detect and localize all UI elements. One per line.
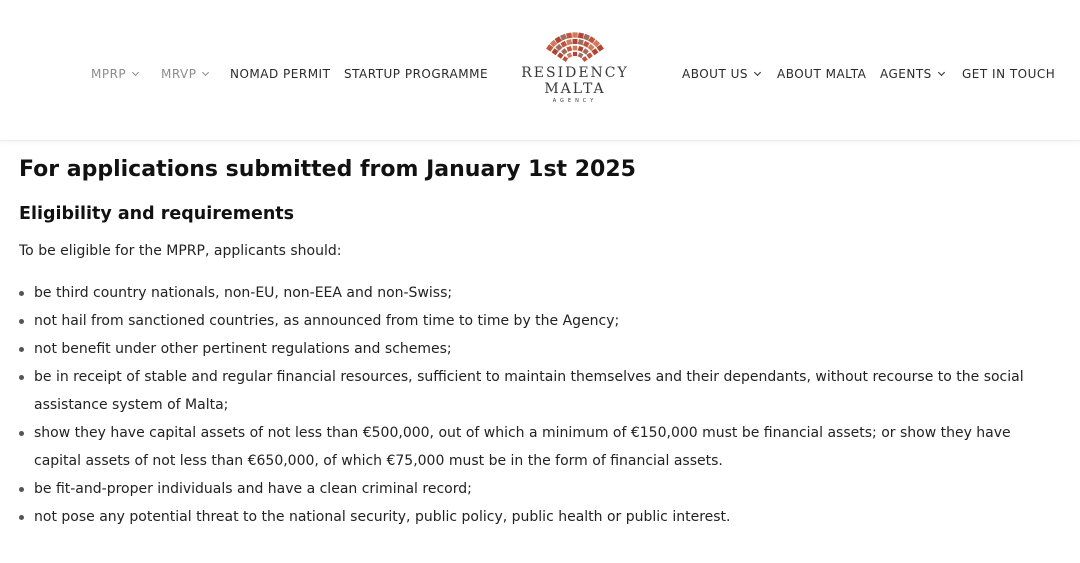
residency-malta-logo[interactable] bbox=[510, 28, 640, 118]
nav-item-mrvp[interactable] bbox=[161, 66, 208, 82]
nav-item-nomad-permit[interactable] bbox=[230, 66, 330, 82]
list-item: be third country nationals, non-EU, non-EEA and non-Swiss; bbox=[19, 279, 1059, 307]
logo-text-residency: RESIDENCY bbox=[521, 65, 629, 81]
nav-item-mprp[interactable] bbox=[91, 66, 138, 82]
section-heading: Eligibility and requirements bbox=[19, 204, 295, 224]
logo-tile bbox=[572, 32, 577, 37]
logo-tile bbox=[573, 46, 578, 51]
logo-tile bbox=[578, 32, 584, 38]
logo-tile bbox=[573, 52, 577, 56]
logo-tile bbox=[582, 48, 588, 54]
list-item: not pose any potential threat to the national security, public policy, public health or public interest. bbox=[19, 503, 1059, 531]
logo-tile bbox=[573, 39, 578, 44]
list-item: not benefit under other pertinent regulations and schemes; bbox=[19, 335, 1059, 363]
main-content bbox=[19, 155, 1059, 531]
logo-tile bbox=[578, 46, 584, 52]
logo-mark-icon bbox=[535, 28, 615, 62]
logo-tile bbox=[567, 53, 573, 59]
logo-text-malta: MALTA bbox=[544, 81, 606, 97]
list-item: show they have capital assets of not less than €500,000, out of which a minimum of €150,000 must be financial assets; or show they have capital assets of not less than €650,000, of which €75,000 must be in the form of financial assets. bbox=[19, 419, 1059, 475]
nav-label: ABOUT MALTA bbox=[777, 67, 867, 81]
intro-text: To be eligible for the MPRP, applicants should: bbox=[19, 243, 342, 259]
nav-label: MRVP bbox=[161, 67, 197, 81]
page-title: For applications submitted from January 1st 2025 bbox=[19, 157, 636, 182]
nav-label: AGENTS bbox=[880, 67, 932, 81]
site-header bbox=[0, 0, 1080, 141]
chevron-down-icon bbox=[938, 69, 945, 76]
logo-text-agency: AGENCY bbox=[552, 98, 598, 104]
logo-tile bbox=[586, 52, 592, 58]
chevron-down-icon bbox=[754, 69, 761, 76]
nav-label: STARTUP PROGRAMME bbox=[344, 67, 489, 81]
nav-label: ABOUT US bbox=[682, 67, 749, 81]
logo-tile bbox=[566, 46, 572, 52]
logo-tile bbox=[562, 56, 568, 62]
list-item: not hail from sanctioned countries, as announced from time to time by the Agency; bbox=[19, 307, 1059, 335]
nav-item-startup-programme[interactable] bbox=[344, 66, 488, 82]
nav-item-agents[interactable] bbox=[880, 66, 944, 82]
nav-item-get-in-touch[interactable] bbox=[962, 66, 1055, 82]
chevron-down-icon bbox=[202, 69, 209, 76]
logo-tile bbox=[566, 32, 572, 38]
nav-label: NOMAD PERMIT bbox=[230, 67, 331, 81]
logo-tile bbox=[578, 39, 584, 45]
nav-label: MPRP bbox=[91, 67, 127, 81]
logo-tile bbox=[561, 48, 567, 54]
nav-item-about-malta[interactable] bbox=[777, 66, 866, 82]
logo-tile bbox=[578, 53, 584, 59]
logo-tile bbox=[557, 52, 563, 58]
nav-item-about-us[interactable] bbox=[682, 66, 760, 82]
requirements-list bbox=[19, 279, 1059, 531]
logo-tile bbox=[582, 56, 588, 62]
logo-tile bbox=[566, 39, 572, 45]
list-item: be fit-and-proper individuals and have a clean criminal record; bbox=[19, 475, 1059, 503]
list-item: be in receipt of stable and regular financial resources, sufficient to maintain themselves and their dependants, without recourse to the social assistance system of Malta; bbox=[19, 363, 1059, 419]
chevron-down-icon bbox=[132, 69, 139, 76]
nav-label: GET IN TOUCH bbox=[962, 67, 1056, 81]
